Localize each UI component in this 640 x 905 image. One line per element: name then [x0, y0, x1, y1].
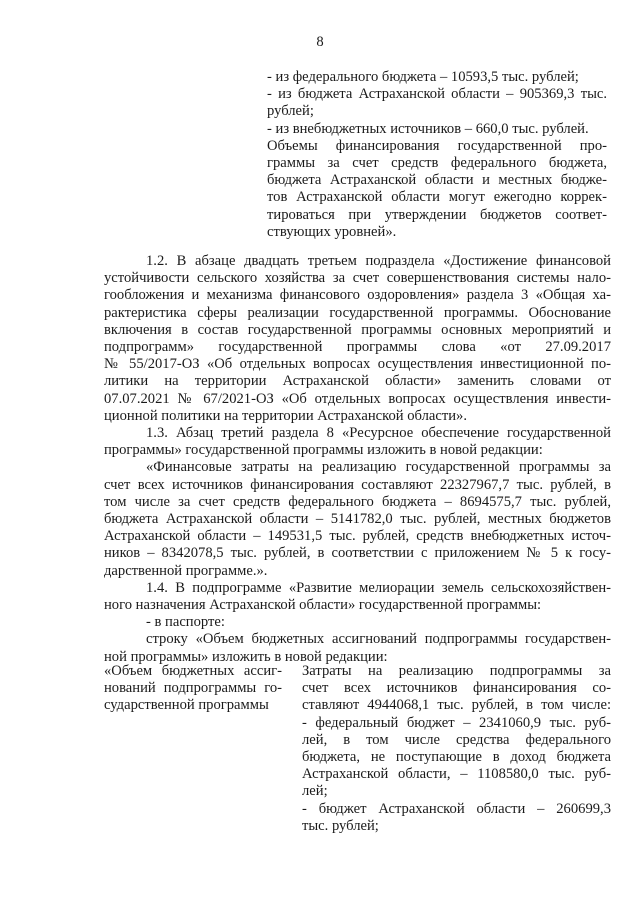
- text-line: включения в состав государственной программы основных мероприятий и: [104, 321, 611, 338]
- text-line: 1.4. В подпрограмме «Развитие мелиорации земель сельскохозяйствен-: [146, 579, 611, 596]
- text-line: подпрограмм» государственной программы слова «от 27.09.2017: [104, 339, 611, 356]
- text-line: 1.3. Абзац третий раздела 8 «Ресурсное обеспечение государственной: [146, 425, 611, 442]
- text-line: Затраты на реализацию подпрограммы за: [302, 663, 611, 679]
- text-line: лей, в том числе средства федерального: [302, 731, 611, 748]
- text-line: бюджета Астраханской области – 5141782,0 тыс. рублей, местных бюджетов: [104, 511, 611, 528]
- text-line: Астраханской области – 149531,5 тыс. рублей, средств внебюджетных источ-: [104, 528, 611, 545]
- text-line: - в паспорте:: [146, 614, 225, 631]
- text-line: программы» государственной программы изложить в новой редакции:: [104, 442, 543, 459]
- text-line: граммы за счет средств федерального бюджета,: [267, 155, 607, 172]
- text-line: строку «Объем бюджетных ассигнований подпрограммы государствен-: [146, 631, 611, 648]
- text-line: ставляют 4944068,1 тыс. рублей, в том числе:: [302, 697, 611, 714]
- text-line: 1.2. В абзаце двадцать третьем подраздела «Достижение финансовой: [146, 253, 611, 269]
- text-line: ного назначения Астраханской области» государственной программы:: [104, 597, 542, 614]
- text-line: - из федерального бюджета – 10593,5 тыс. рублей;: [267, 69, 579, 85]
- text-line: счет всех источников финансирования составляют 22327967,7 тыс. рублей, в: [104, 476, 611, 493]
- text-line: ствующих уровней».: [267, 223, 397, 240]
- text-line: ционной политики на территории Астраханской области».: [104, 407, 467, 424]
- text-line: «Объем бюджетных ассиг-: [104, 663, 282, 679]
- text-line: - бюджет Астраханской области – 260699,3: [302, 800, 611, 817]
- text-line: ников – 8342078,5 тыс. рублей, в соответствии с приложением № 5 к госу-: [104, 545, 611, 562]
- text-line: тов Астраханской области могут ежегодно коррек-: [267, 189, 607, 206]
- text-line: тироваться при утверждении бюджетов соответ-: [267, 206, 607, 223]
- text-line: сударственной программы: [104, 697, 269, 714]
- text-line: 07.07.2021 № 67/2021-ОЗ «Об отдельных вопросах осуществления инвести-: [104, 390, 611, 407]
- text-line: устойчивости сельского хозяйства за счет совершенствования системы нало-: [104, 270, 611, 287]
- text-line: дарственной программе.».: [104, 562, 268, 579]
- text-line: нований подпрограммы го-: [104, 680, 282, 697]
- passport-line: [104, 614, 611, 631]
- text-line: Объемы финансирования государственной про-: [267, 137, 607, 154]
- text-line: ной программы» изложить в новой редакции:: [104, 648, 388, 665]
- page-number: 8: [316, 34, 324, 50]
- text-line: рактеристика сферы реализации государственной программы. Обоснование: [104, 304, 611, 321]
- quote-financing: [104, 459, 611, 579]
- text-line: счет всех источников финансирования со-: [302, 680, 611, 697]
- paragraph-1-4: [104, 580, 611, 614]
- text-line: - из бюджета Астраханской области – 905369,3 тыс.: [267, 86, 607, 103]
- text-line: бюджета Астраханской области и местных бюдже-: [267, 172, 607, 189]
- text-line: тыс. рублей;: [302, 817, 379, 834]
- text-line: - из внебюджетных источников – 660,0 тыс. рублей.: [267, 120, 589, 137]
- text-line: - федеральный бюджет – 2341060,9 тыс. руб-: [302, 714, 611, 731]
- text-line: лей;: [302, 783, 328, 800]
- text-line: бюджета, не поступающие в доход бюджета: [302, 749, 611, 766]
- paragraph-1-2: [104, 253, 611, 425]
- text-line: «Финансовые затраты на реализацию государственной программы за: [146, 459, 611, 476]
- text-line: рублей;: [267, 103, 314, 120]
- table-right-cell: [302, 663, 611, 835]
- table-left-cell: [104, 663, 282, 715]
- funding-sources-block: [267, 69, 607, 241]
- text-line: № 55/2017-ОЗ «Об отдельных вопросах осуществления инвестиционной по-: [104, 356, 611, 373]
- paragraph-row-replace: [104, 631, 611, 665]
- text-line: Астраханской области, – 1108580,0 тыс. руб-: [302, 766, 611, 783]
- text-line: литики на территории Астраханской области» заменить словами от: [104, 373, 611, 390]
- text-line: гообложения и механизма финансового оздоровления» раздела 3 «Общая ха-: [104, 287, 611, 304]
- main-text: [104, 253, 611, 666]
- paragraph-1-3: [104, 425, 611, 459]
- text-line: том числе за счет средств федерального бюджета – 8694575,7 тыс. рублей,: [104, 493, 611, 510]
